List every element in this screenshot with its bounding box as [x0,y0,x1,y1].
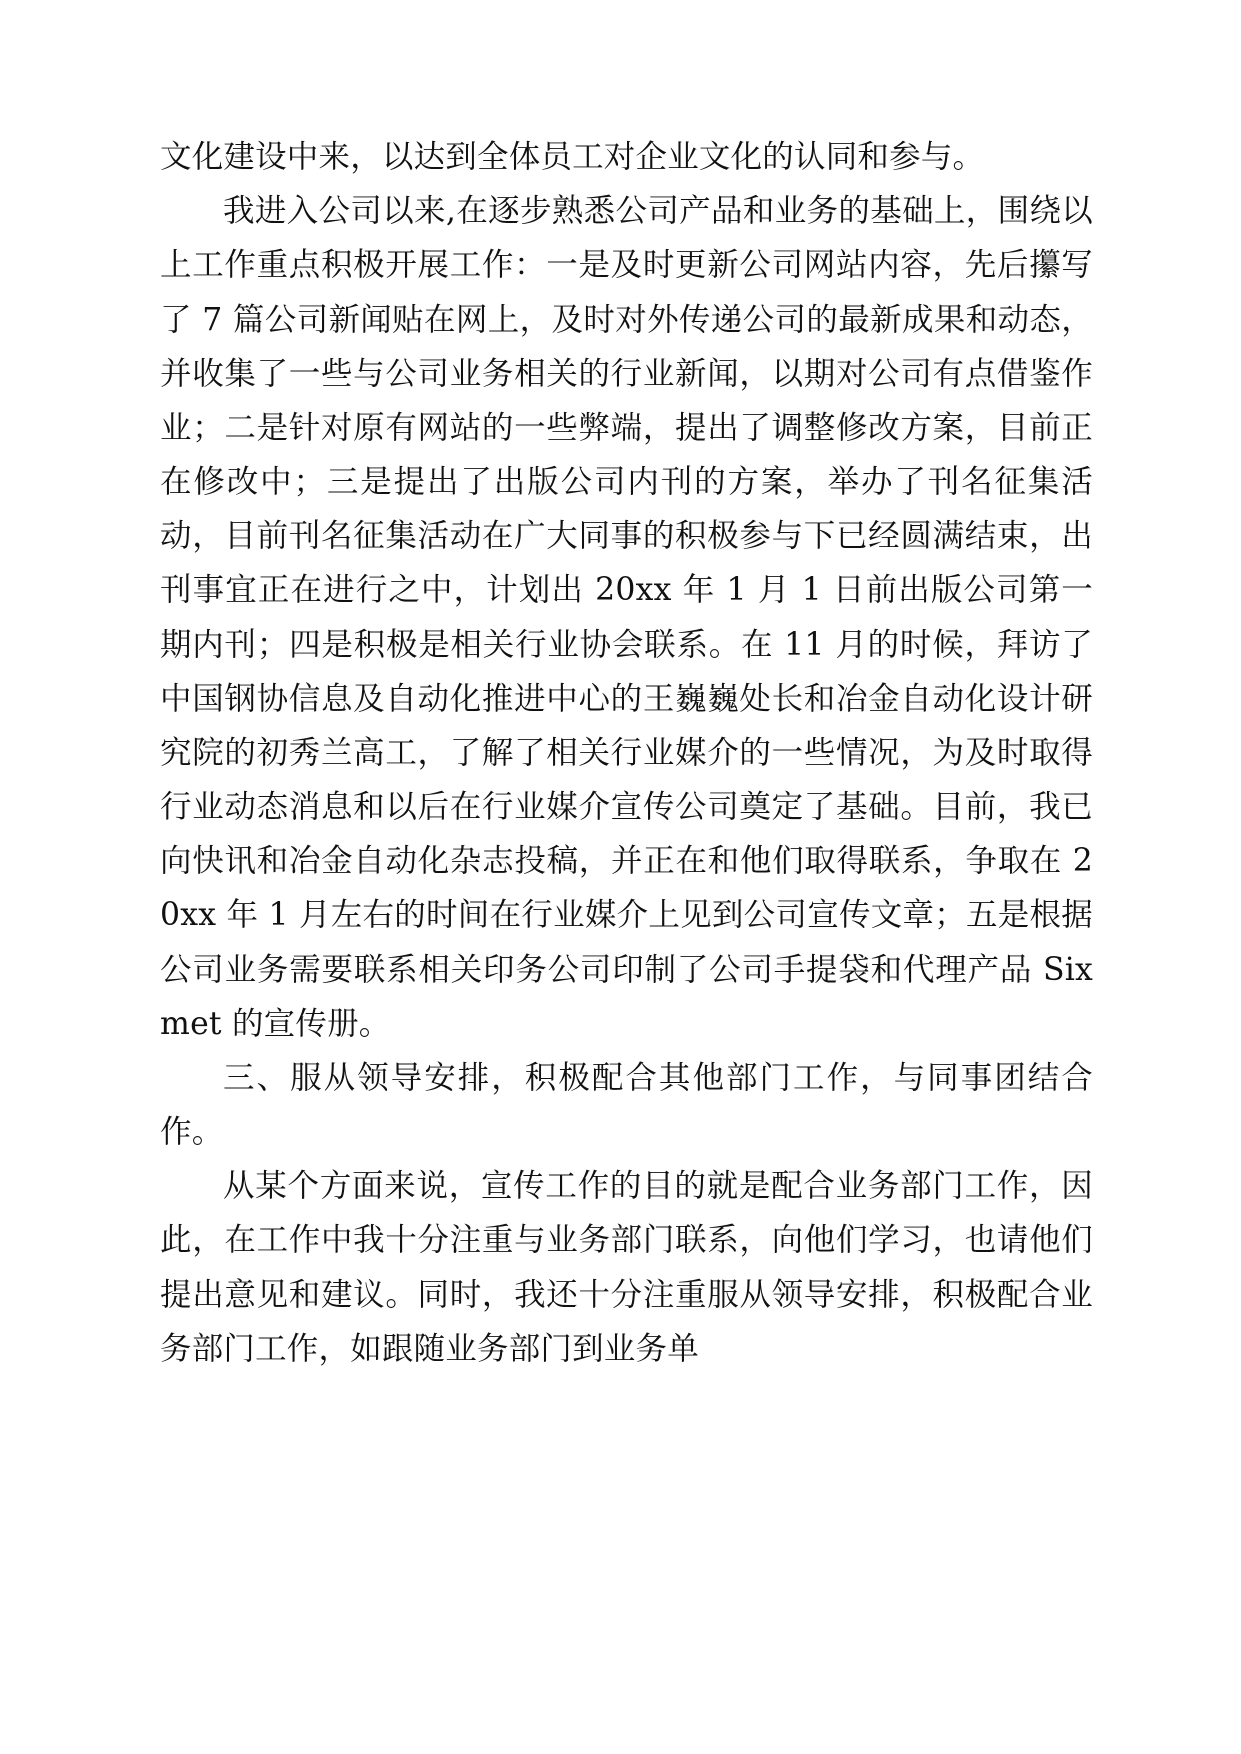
document-body [160,130,1093,1376]
paragraph-4: 从某个方面来说，宣传工作的目的就是配合业务部门工作，因此，在工作中我十分注重与业务部门联系，向他们学习，也请他们提出意见和建议。同时，我还十分注重服从领导安排，积极配合业务部门工作，如跟随业务部门到业务单 [160,1168,1093,1367]
paragraph-1: 文化建设中来，以达到全体员工对企业文化的认同和参与。 [160,139,985,175]
paragraph-2: 我进入公司以来,在逐步熟悉公司产品和业务的基础上，围绕以上工作重点积极开展工作：一是及时更新公司网站内容，先后攥写了 7 篇公司新闻贴在网上，及时对外传递公司的最新成果和动态，并收集了一些与公司业务相关的行业新闻，以期对公司有点借鉴作业；二是针对原有网站的一些弊端，提出了调整修改方案，目前正在修改中；三是提出了出版公司内刊的方案，举办了刊名征集活动，目前刊名征集活动在广大同事的积极参与下已经圆满结束，出刊事宜正在进行之中，计划出 20xx 年 1 月 1 日前出版公司第一期内刊；四是积极是相关行业协会联系。在 11 月的时候，拜访了中国钢协信息及自动化推进中心的王巍巍处长和冶金自动化设计研究院的初秀兰高工，了解了相关行业媒介的一些情况，为及时取得行业动态消息和以后在行业媒介宣传公司奠定了基础。目前，我已向快讯和冶金自动化杂志投稿，并正在和他们取得联系，争取在 20xx 年 1 月左右的时间在行业媒介上见到公司宣传文章；五是根据公司业务需要联系相关印务公司印制了公司手提袋和代理产品 Sixmet 的宣传册。 [160,193,1093,1042]
paragraph-3: 三、服从领导安排，积极配合其他部门工作，与同事团结合作。 [160,1059,1093,1151]
